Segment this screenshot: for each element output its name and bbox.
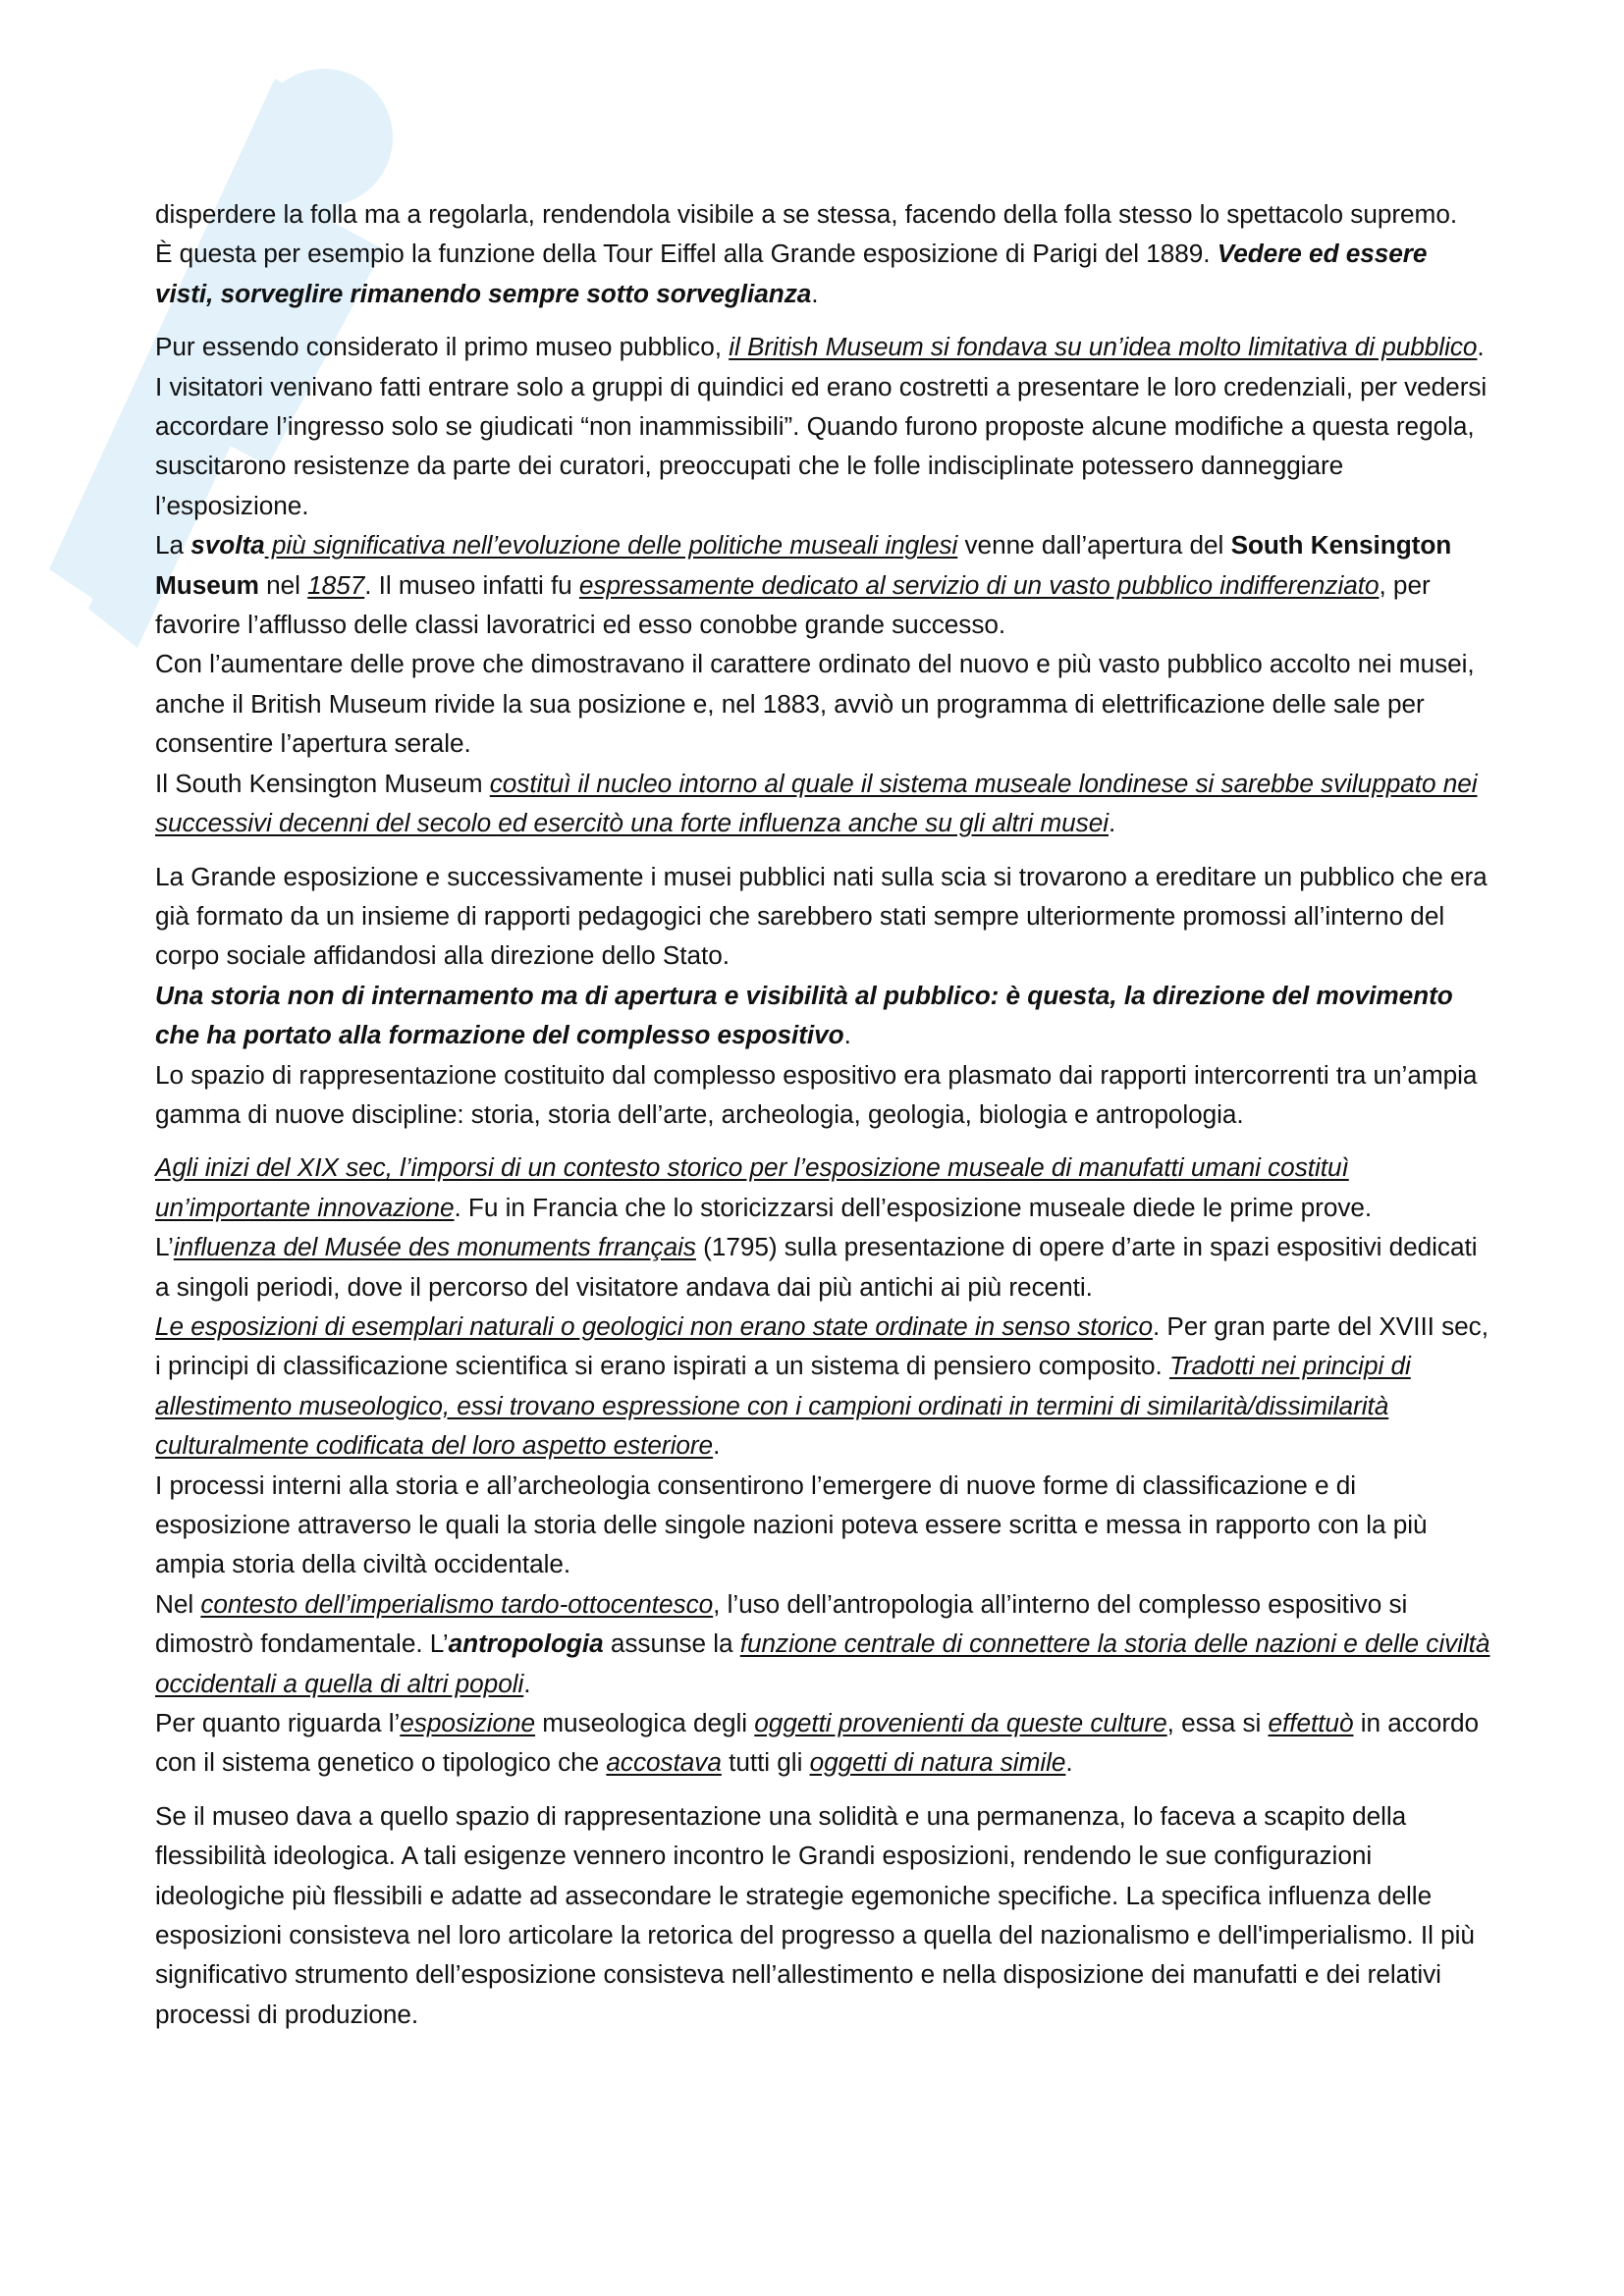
paragraph-3 xyxy=(155,327,1492,525)
text-segment: La xyxy=(155,530,191,561)
text-segment: . I visitatori venivano fatti entrare solo a gruppi di quindici ed erano costretti a presentare le loro credenziali, per vedersi accordare l’ingresso solo se giudicati “non inammissibili”. Quando furono proposte alcune modifiche a questa regola, suscitarono resistenze da parte dei curatori, preoccupati che le folle indisciplinate potessero danneggiare l’esposizione. xyxy=(155,332,1488,520)
text-segment: . xyxy=(523,1668,531,1698)
text-segment: 1857 xyxy=(307,569,365,600)
text-segment: Nel xyxy=(155,1588,201,1619)
text-segment: . xyxy=(843,1020,851,1050)
text-segment: . xyxy=(1065,1747,1073,1778)
paragraph-2 xyxy=(155,234,1492,313)
text-segment: (1795) sulla presentazione di opere d’arte in spazi espositivi dedicati a singoli periodi, dove il percorso del visitatore andava dai più antichi ai più recenti. xyxy=(155,1232,1478,1302)
paragraph-14 xyxy=(155,1584,1492,1703)
text-segment: Tradotti nei principi di allestimento museologico, essi trovano espressione con i campioni ordinati in termini di similarità/dissimilarità culturalmente codificata del loro aspetto esteriore xyxy=(155,1351,1411,1461)
text-segment: Con l’aumentare delle prove che dimostravano il carattere ordinato del nuovo e più vasto pubblico accolto nei musei, anche il British Museum rivide la sua posizione e, nel 1883, avviò un programma di elettrificazione delle sale per consentire l’apertura serale. xyxy=(155,649,1475,759)
text-segment: oggetti di natura simile xyxy=(809,1747,1066,1778)
paragraph-15 xyxy=(155,1703,1492,1783)
text-segment: . Il museo infatti fu xyxy=(364,569,579,600)
paragraph-8 xyxy=(155,976,1492,1055)
text-segment: Agli inizi del XIX sec, l’imporsi di un contesto storico per l’esposizione museale di manufatti umani costituì un’importante innovazione xyxy=(155,1152,1349,1222)
paragraph-1 xyxy=(155,194,1492,234)
text-segment: influenza del Musée des monuments frrançais xyxy=(173,1232,696,1262)
text-segment: Una storia non di internamento ma di apertura e visibilità al pubblico: è questa, la direzione del movimento che ha portato alla formazione del complesso espositivo xyxy=(155,980,1453,1050)
paragraph-16 xyxy=(155,1796,1492,2034)
text-segment: Il South Kensington Museum xyxy=(155,768,490,798)
paragraph-6 xyxy=(155,764,1492,843)
paragraph-11 xyxy=(155,1227,1492,1307)
text-segment: più significativa nell’evoluzione delle politiche museali inglesi xyxy=(264,530,958,561)
text-segment: costituì il nucleo intorno al quale il sistema museale londinese si sarebbe sviluppato nei successivi decenni del secolo ed esercitò una forte influenza anche su gli altri musei xyxy=(155,768,1478,838)
text-segment: , essa si xyxy=(1166,1708,1269,1738)
text-segment: esposizione xyxy=(400,1708,536,1738)
text-segment: Lo spazio di rappresentazione costituito dal complesso espositivo era plasmato dai rapporti intercorrenti tra un’ampia gamma di nuove discipline: storia, storia dell’arte, archeologia, geologia, biologia e antropologia. xyxy=(155,1059,1478,1129)
text-segment: disperdere la folla ma a regolarla, rendendola visibile a se stessa, facendo della folla stesso lo spettacolo supremo. xyxy=(155,199,1458,229)
paragraph-7 xyxy=(155,857,1492,976)
text-segment: La Grande esposizione e successivamente i musei pubblici nati sulla scia si trovarono a ereditare un pubblico che era già formato da un insieme di rapporti pedagogici che sarebbero stati sempre ulteriormente promossi all’interno del corpo sociale affidandosi alla direzione dello Stato. xyxy=(155,861,1488,971)
text-segment: . Per gran parte del XVIII sec, i principi di classificazione scientifica si erano ispirati a un sistema di pensiero composito. xyxy=(155,1310,1489,1381)
text-segment: . xyxy=(713,1430,721,1461)
paragraph-12 xyxy=(155,1307,1492,1466)
text-segment: funzione centrale di connettere la storia delle nazioni e delle civiltà occidentali a quella di altri popoli xyxy=(155,1629,1490,1698)
paragraph-9 xyxy=(155,1055,1492,1135)
text-segment: Se il museo dava a quello spazio di rappresentazione una solidità e una permanenza, lo faceva a scapito della flessibilità ideologica. A tali esigenze vennero incontro le Grandi esposizioni, rendendo le sue configurazioni ideologiche più flessibili e adatte ad assecondare le strategie egemoniche specifiche. La specifica influenza delle esposizioni consisteva nel loro articolare la retorica del progresso a quella del nazionalismo e dell'imperialismo. Il più significativo strumento dell’esposizione consisteva nell’allestimento e nella disposizione dei manufatti e dei relativi processi di produzione. xyxy=(155,1800,1475,2029)
text-segment: museologica degli xyxy=(535,1708,755,1738)
text-segment: Pur essendo considerato il primo museo pubblico, xyxy=(155,332,730,362)
text-segment: South Kensington Museum xyxy=(155,530,1452,600)
text-segment: , per favorire l’afflusso delle classi lavoratrici ed esso conobbe grande successo. xyxy=(155,569,1431,640)
text-segment: , l’uso dell’antropologia all’interno del complesso espositivo si dimostrò fondamentale. L’ xyxy=(155,1588,1408,1659)
text-segment: in accordo con il sistema genetico o tipologico che xyxy=(155,1708,1480,1778)
text-segment: . Fu in Francia che lo storicizzarsi dell’esposizione museale diede le prime prove. xyxy=(454,1192,1373,1222)
document-page xyxy=(155,194,1492,2034)
text-segment: . xyxy=(811,278,819,308)
paragraph-13 xyxy=(155,1466,1492,1584)
text-segment: accostava xyxy=(606,1747,722,1778)
text-segment: tutti gli xyxy=(721,1747,810,1778)
text-segment: venne dall’apertura del xyxy=(957,530,1231,561)
paragraph-5 xyxy=(155,644,1492,763)
text-segment: Per quanto riguarda l’ xyxy=(155,1708,401,1738)
text-segment: espressamente dedicato al servizio di un vasto pubblico indifferenziato xyxy=(578,569,1380,600)
paragraph-4 xyxy=(155,525,1492,644)
text-segment: antropologia xyxy=(448,1629,604,1659)
text-segment: Le esposizioni di esemplari naturali o geologici non erano state ordinate in senso storico xyxy=(155,1310,1153,1341)
text-segment: contesto dell’imperialismo tardo-ottocentesco xyxy=(200,1588,714,1619)
text-segment: effettuò xyxy=(1268,1708,1354,1738)
text-segment: I processi interni alla storia e all’archeologia consentirono l’emergere di nuove forme di classificazione e di esposizione attraverso le quali la storia delle singole nazioni poteva essere scritta e messa in rapporto con la più ampia storia della civiltà occidentale. xyxy=(155,1469,1428,1579)
text-segment: nel xyxy=(258,569,308,600)
text-segment: L’ xyxy=(155,1232,174,1262)
text-segment: . xyxy=(1109,808,1116,838)
text-segment: oggetti provenienti da queste culture xyxy=(754,1708,1167,1738)
text-segment: assunse la xyxy=(603,1629,740,1659)
paragraph-10 xyxy=(155,1148,1492,1227)
text-segment: il British Museum si fondava su un’idea molto limitativa di pubblico xyxy=(729,332,1478,362)
text-segment: Vedere ed essere visti, sorveglire rimanendo sempre sotto sorveglianza xyxy=(155,239,1428,308)
text-segment: È questa per esempio la funzione della Tour Eiffel alla Grande esposizione di Parigi del 1889. xyxy=(155,239,1218,269)
text-segment: svolta xyxy=(190,530,265,561)
